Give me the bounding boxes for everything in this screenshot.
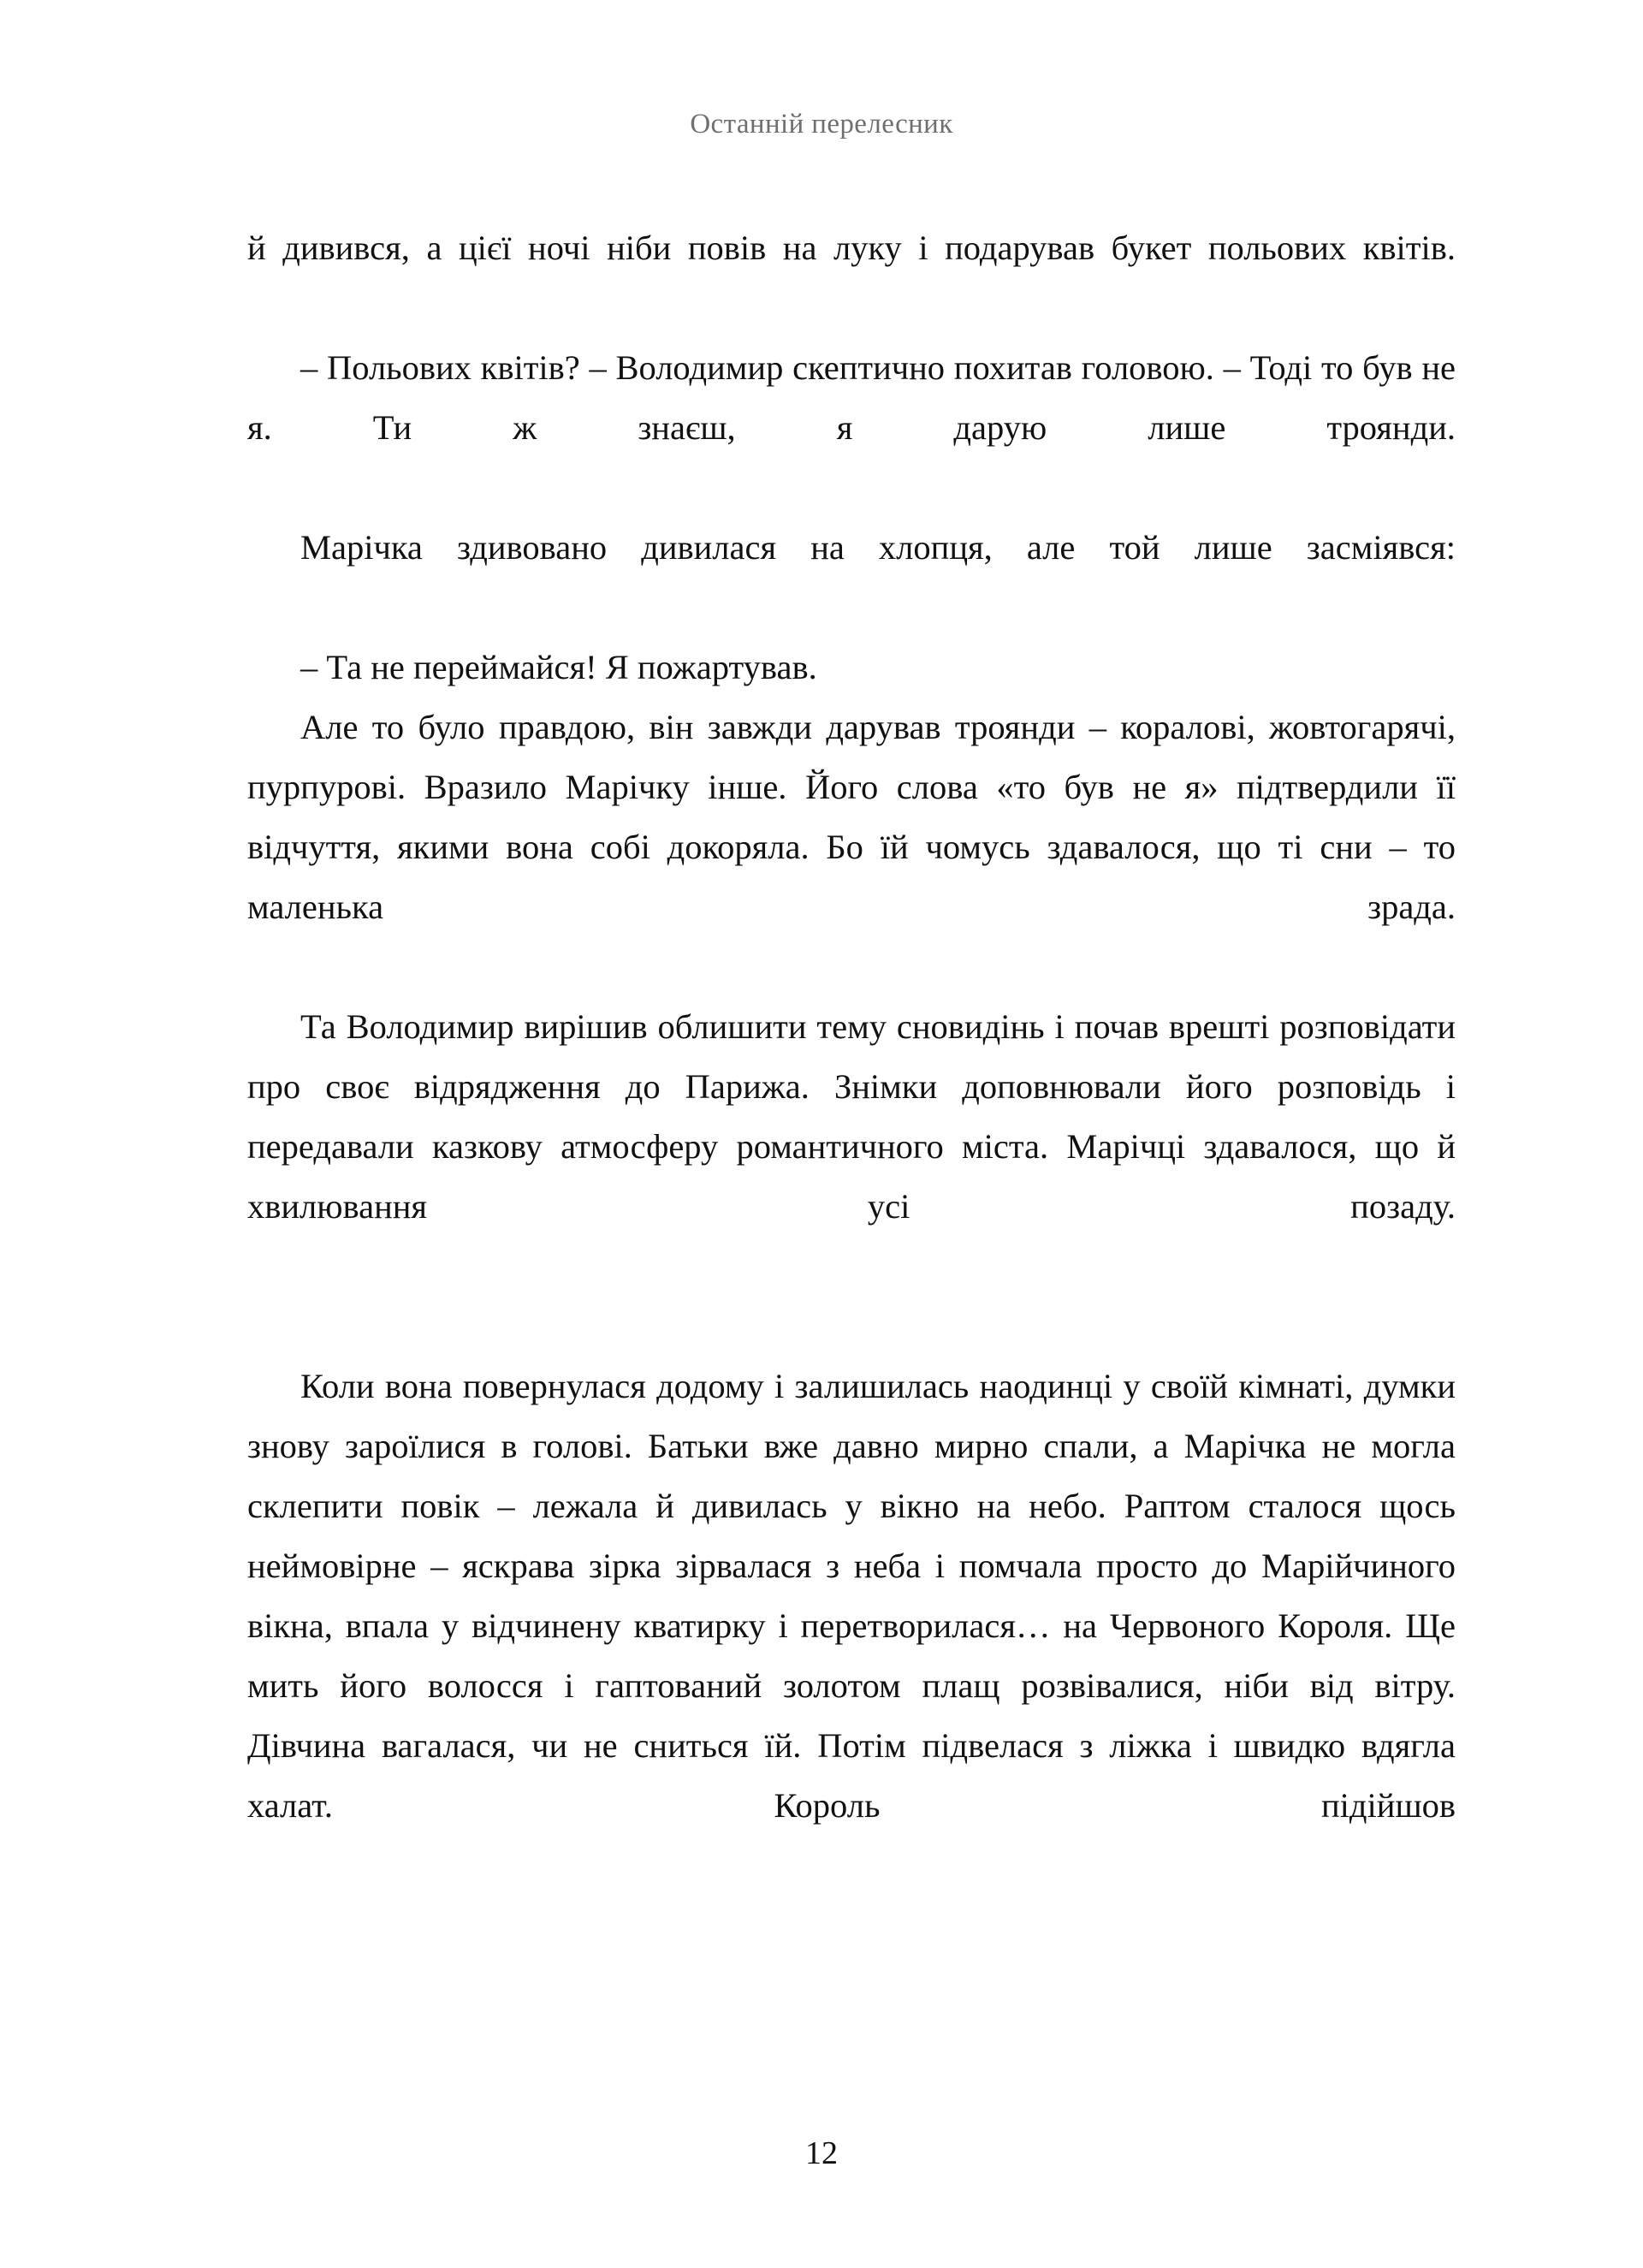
paragraph-dialogue-joke: – Та не переймайся! Я пожартував. (300, 648, 817, 686)
paragraph-roses: Але то було правдою, він завжди дарував троянди – коралові, жовтогарячі, пурпурові. Вразило Марічку інше. Його слова «то був не я» підтвердили її відчуття, якими вона собі докоряла. Бо їй чомусь здавалося, що ті сни – то маленька зрада. (247, 708, 1456, 926)
paragraph-red-king: Коли вона повернулася додому і залишилась наодинці у своїй кімнаті, думки знову зароїлися в голові. Батьки вже давно мирно спали, а Марічка не могла склепити повік – лежала й дивилась у вікно на небо. Раптом сталося щось неймовірне – яскрава зірка зірвалася з неба і помчала просто до Марійчиного вікна, впала у відчинену кватирку і перетворилася… на Червоного Короля. Ще мить його волосся і гаптований золотом плащ розвівалися, ніби від вітру. Дівчина вагалася, чи не сниться їй. Потім підвелася з ліжка і швидко вдягла халат. Король підійшов (247, 1367, 1456, 1825)
scene-break (247, 1297, 1456, 1357)
paragraph-marichka-surprised: Марічка здивовано дивилася на хлопця, але той лише засміявся: (300, 528, 1456, 567)
running-header: Останній перелесник (690, 109, 953, 140)
paragraph-continuation: й дивився, а цієї ночі ніби повів на луку і подарував букет польових квітів. (247, 229, 1456, 267)
paragraph-paris: Та Володимир вирішив облишити тему сновидінь і почав врешті розповідати про своє відрядження до Парижа. Знімки доповнювали його розповідь і передавали казкову атмосферу романтичного міста. Марічці здавалося, що й хвилювання усі позаду. (247, 1007, 1456, 1226)
page-number: 12 (805, 2135, 838, 2171)
paragraph-dialogue-flowers: – Польових квітів? – Володимир скептично похитав головою. – Тоді то був не я. Ти ж знаєш, я дарую лише троянди. (247, 348, 1456, 447)
body-text-block (247, 218, 1456, 1896)
